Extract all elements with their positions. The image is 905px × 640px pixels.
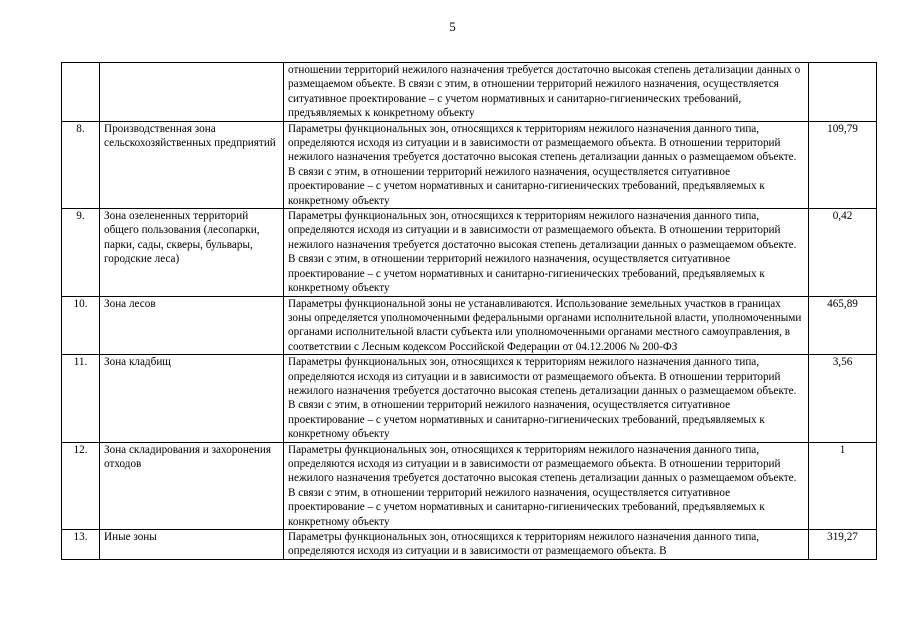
zone-parameters: отношении территорий нежилого назначения требуется достаточно высокая степень детализации данных о размещаемом объекте. В связи с этим, в отношении территорий нежилого назначения, осуществляется ситуативное проектирование – с учетом нормативных и санитарно-гигиенических требований, предъявляемых к конкретному объекту — [284, 63, 809, 122]
row-number: 8. — [62, 121, 100, 208]
zone-area: 3,56 — [809, 355, 877, 442]
zone-area: 319,27 — [809, 530, 877, 560]
zone-name: Зона лесов — [100, 296, 284, 355]
row-number: 10. — [62, 296, 100, 355]
zone-name: Зона складирования и захоронения отходов — [100, 442, 284, 529]
page-number: 5 — [449, 19, 456, 34]
zone-name — [100, 63, 284, 122]
zone-parameters: Параметры функциональных зон, относящихся к территориям нежилого назначения данного типа, определяются исходя из ситуации и в зависимости от размещаемого объекта. В отношении территорий нежилого назначения требуется достаточно высокая степень детализации данных о размещаемом объекте. В связи с этим, в отношении территорий нежилого назначения, осуществляется ситуативное проектирование – с учетом нормативных и санитарно-гигиенических требований, предъявляемых к конкретному объекту — [284, 442, 809, 529]
table-row — [62, 63, 877, 122]
table-row — [62, 530, 877, 560]
zone-parameters: Параметры функциональных зон, относящихся к территориям нежилого назначения данного типа, определяются исходя из ситуации и в зависимости от размещаемого объекта. В отношении территорий нежилого назначения требуется достаточно высокая степень детализации данных о размещаемом объекте. В связи с этим, в отношении территорий нежилого назначения, осуществляется ситуативное проектирование – с учетом нормативных и санитарно-гигиенических требований, предъявляемых к конкретному объекту — [284, 121, 809, 208]
zone-name: Зона озелененных территорий общего пользования (лесопарки, парки, сады, скверы, бульвары, городские леса) — [100, 209, 284, 296]
functional-zones-table — [61, 62, 877, 560]
zone-area: 109,79 — [809, 121, 877, 208]
table-row — [62, 355, 877, 442]
row-number — [62, 63, 100, 122]
zone-name: Зона кладбищ — [100, 355, 284, 442]
zone-parameters: Параметры функциональных зон, относящихся к территориям нежилого назначения данного типа, определяются исходя из ситуации и в зависимости от размещаемого объекта. В — [284, 530, 809, 560]
zone-parameters: Параметры функциональных зон, относящихся к территориям нежилого назначения данного типа, определяются исходя из ситуации и в зависимости от размещаемого объекта. В отношении территорий нежилого назначения требуется достаточно высокая степень детализации данных о размещаемом объекте. В связи с этим, в отношении территорий нежилого назначения, осуществляется ситуативное проектирование – с учетом нормативных и санитарно-гигиенических требований, предъявляемых к конкретному объекту — [284, 355, 809, 442]
table-row — [62, 209, 877, 296]
zone-name: Иные зоны — [100, 530, 284, 560]
row-number: 13. — [62, 530, 100, 560]
row-number: 11. — [62, 355, 100, 442]
table-row — [62, 442, 877, 529]
zone-area: 1 — [809, 442, 877, 529]
zone-area: 0,42 — [809, 209, 877, 296]
table-row — [62, 296, 877, 355]
zone-name: Производственная зона сельскохозяйственных предприятий — [100, 121, 284, 208]
zone-area — [809, 63, 877, 122]
zone-parameters: Параметры функциональных зон, относящихся к территориям нежилого назначения данного типа, определяются исходя из ситуации и в зависимости от размещаемого объекта. В отношении территорий нежилого назначения требуется достаточно высокая степень детализации данных о размещаемом объекте. В связи с этим, в отношении территорий нежилого назначения, осуществляется ситуативное проектирование – с учетом нормативных и санитарно-гигиенических требований, предъявляемых к конкретному объекту — [284, 209, 809, 296]
zone-parameters: Параметры функциональной зоны не устанавливаются. Использование земельных участков в границах зоны определяется уполномоченными федеральными органами исполнительной власти, уполномоченными органами исполнительной власти субъекта или уполномоченными органами местного самоуправления, в соответствии с Лесным кодексом Российской Федерации от 04.12.2006 № 200-ФЗ — [284, 296, 809, 355]
row-number: 9. — [62, 209, 100, 296]
zone-area: 465,89 — [809, 296, 877, 355]
table-row — [62, 121, 877, 208]
row-number: 12. — [62, 442, 100, 529]
